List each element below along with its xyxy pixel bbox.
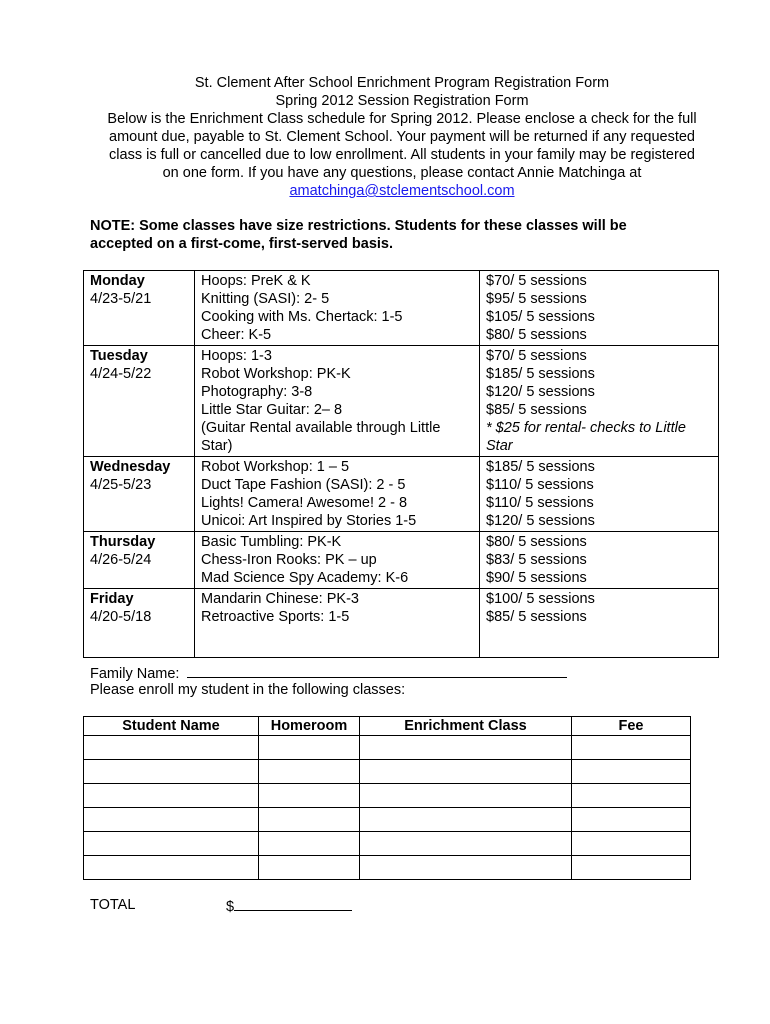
fee-item: $120/ 5 sessions (486, 513, 595, 529)
day-name: Wednesday (90, 459, 171, 475)
class-item: Cheer: K-5 (201, 327, 272, 343)
day-name: Tuesday (90, 348, 148, 364)
enrollment-row (84, 784, 691, 808)
classes-cell (195, 457, 480, 532)
fee-cell[interactable] (572, 856, 691, 880)
fee-item: $70/ 5 sessions (486, 273, 587, 289)
schedule-row-monday (84, 271, 719, 346)
class-item: Hoops: 1-3 (201, 348, 272, 364)
class-item: Cooking with Ms. Chertack: 1-5 (201, 309, 403, 325)
enrichment-class-cell[interactable] (360, 736, 572, 760)
class-item: Star) (201, 438, 233, 454)
student-name-cell[interactable] (84, 760, 259, 784)
class-item: Little Star Guitar: 2– 8 (201, 402, 343, 418)
class-item: Mad Science Spy Academy: K-6 (201, 570, 409, 586)
fee-item: $185/ 5 sessions (486, 366, 595, 382)
day-name: Monday (90, 273, 145, 289)
fee-cell[interactable] (572, 760, 691, 784)
day-dates: 4/25-5/23 (90, 477, 152, 493)
fee-cell[interactable] (572, 736, 691, 760)
enroll-instructions: Please enroll my student in the following classes: (90, 682, 406, 698)
column-header-fee: Fee (572, 717, 691, 736)
enrichment-class-cell[interactable] (360, 832, 572, 856)
fee-item: $80/ 5 sessions (486, 534, 587, 550)
instructions-line: amount due, payable to St. Clement School. Your payment will be returned if any requested (109, 129, 695, 145)
class-item: Basic Tumbling: PK-K (201, 534, 342, 550)
class-schedule-table (83, 270, 719, 658)
day-name: Thursday (90, 534, 156, 550)
class-item: Robot Workshop: PK-K (201, 366, 351, 382)
enrollment-table (83, 716, 691, 880)
class-item: Knitting (SASI): 2- 5 (201, 291, 330, 307)
class-item: Lights! Camera! Awesome! 2 - 8 (201, 495, 408, 511)
schedule-row-tuesday (84, 346, 719, 457)
family-name-row (90, 663, 567, 683)
fee-item: $85/ 5 sessions (486, 402, 587, 418)
homeroom-cell[interactable] (259, 856, 360, 880)
class-item: Duct Tape Fashion (SASI): 2 - 5 (201, 477, 406, 493)
fee-cell[interactable] (572, 784, 691, 808)
note-line: NOTE: Some classes have size restrictions. Students for these classes will be (90, 218, 627, 234)
form-subtitle: Spring 2012 Session Registration Form (275, 93, 529, 109)
class-item: Retroactive Sports: 1-5 (201, 609, 350, 625)
class-item: Robot Workshop: 1 – 5 (201, 459, 350, 475)
fees-cell (480, 346, 719, 457)
fee-item: $100/ 5 sessions (486, 591, 595, 607)
enrichment-class-cell[interactable] (360, 784, 572, 808)
fee-item: $95/ 5 sessions (486, 291, 587, 307)
form-title: St. Clement After School Enrichment Program Registration Form (194, 75, 610, 91)
enrollment-row (84, 856, 691, 880)
total-amount-row (226, 896, 352, 916)
day-cell (84, 457, 195, 532)
contact-email-link[interactable]: amatchinga@stclementschool.com (289, 183, 515, 199)
class-item: (Guitar Rental available through Little (201, 420, 441, 436)
student-name-cell[interactable] (84, 736, 259, 760)
homeroom-cell[interactable] (259, 760, 360, 784)
instructions-line: class is full or cancelled due to low enrollment. All students in your family may be registered (109, 147, 695, 163)
class-item: Unicoi: Art Inspired by Stories 1-5 (201, 513, 417, 529)
column-header-enrichment-class: Enrichment Class (360, 717, 572, 736)
enrollment-header-row (84, 717, 691, 736)
fee-item: $105/ 5 sessions (486, 309, 595, 325)
student-name-cell[interactable] (84, 808, 259, 832)
fee-item: $185/ 5 sessions (486, 459, 595, 475)
day-dates: 4/26-5/24 (90, 552, 152, 568)
fee-cell[interactable] (572, 832, 691, 856)
student-name-cell[interactable] (84, 784, 259, 808)
classes-cell (195, 271, 480, 346)
enrollment-row (84, 760, 691, 784)
schedule-row-friday (84, 589, 719, 658)
day-cell (84, 271, 195, 346)
fee-item: $83/ 5 sessions (486, 552, 587, 568)
fee-cell[interactable] (572, 808, 691, 832)
classes-cell (195, 532, 480, 589)
day-name: Friday (90, 591, 134, 607)
schedule-row-thursday (84, 532, 719, 589)
rental-note: Star (486, 438, 513, 454)
instructions-line: on one form. If you have any questions, please contact Annie Matchinga at (162, 165, 642, 181)
homeroom-cell[interactable] (259, 784, 360, 808)
enrichment-class-cell[interactable] (360, 808, 572, 832)
fee-item: $120/ 5 sessions (486, 384, 595, 400)
fees-cell (480, 589, 719, 658)
fees-cell (480, 271, 719, 346)
student-name-cell[interactable] (84, 832, 259, 856)
enrichment-class-cell[interactable] (360, 856, 572, 880)
enrichment-class-cell[interactable] (360, 760, 572, 784)
enrollment-row (84, 808, 691, 832)
fees-cell (480, 532, 719, 589)
fee-item: $110/ 5 sessions (486, 495, 594, 511)
size-restriction-note (90, 217, 710, 253)
fee-item: $80/ 5 sessions (486, 327, 587, 343)
day-dates: 4/20-5/18 (90, 609, 152, 625)
total-label: TOTAL (90, 897, 136, 913)
homeroom-cell[interactable] (259, 832, 360, 856)
note-line: accepted on a first-come, first-served basis. (90, 236, 393, 252)
fee-item: $70/ 5 sessions (486, 348, 587, 364)
fee-item: $110/ 5 sessions (486, 477, 594, 493)
homeroom-cell[interactable] (259, 736, 360, 760)
day-cell (84, 346, 195, 457)
currency-symbol: $ (226, 899, 235, 915)
column-header-student-name: Student Name (84, 717, 259, 736)
day-cell (84, 532, 195, 589)
family-name-field[interactable] (187, 663, 567, 678)
rental-note: * $25 for rental- checks to Little (486, 420, 686, 436)
student-name-cell[interactable] (84, 856, 259, 880)
total-amount-field[interactable] (234, 896, 352, 911)
schedule-row-wednesday (84, 457, 719, 532)
family-name-label: Family Name: (90, 666, 180, 682)
instructions-line: Below is the Enrichment Class schedule for Spring 2012. Please enclose a check for the full (107, 111, 697, 127)
day-cell (84, 589, 195, 658)
class-item: Mandarin Chinese: PK-3 (201, 591, 359, 607)
class-item: Chess-Iron Rooks: PK – up (201, 552, 377, 568)
enrollment-row (84, 736, 691, 760)
class-item: Photography: 3-8 (201, 384, 313, 400)
fee-item: $85/ 5 sessions (486, 609, 587, 625)
fees-cell (480, 457, 719, 532)
enrollment-row (84, 832, 691, 856)
classes-cell (195, 589, 480, 658)
fee-item: $90/ 5 sessions (486, 570, 587, 586)
day-dates: 4/23-5/21 (90, 291, 152, 307)
day-dates: 4/24-5/22 (90, 366, 152, 382)
class-item: Hoops: PreK & K (201, 273, 311, 289)
form-header (86, 74, 718, 200)
classes-cell (195, 346, 480, 457)
column-header-homeroom: Homeroom (259, 717, 360, 736)
homeroom-cell[interactable] (259, 808, 360, 832)
